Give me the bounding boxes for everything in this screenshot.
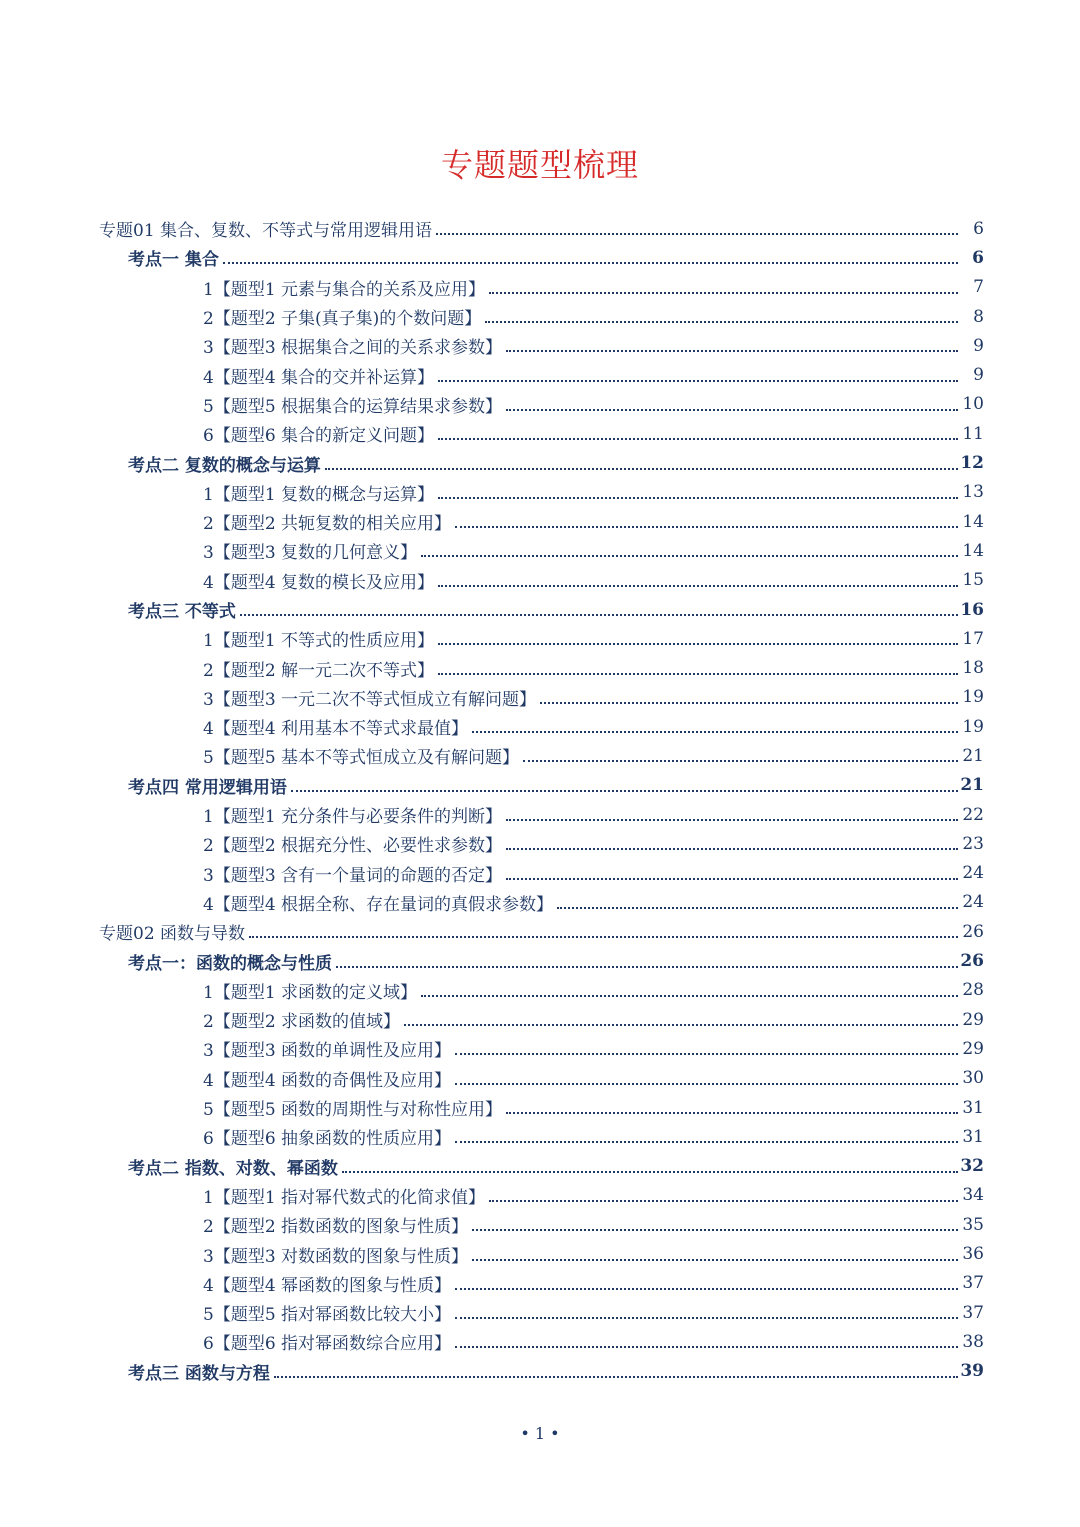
dot-leader bbox=[506, 818, 958, 821]
toc-entry-page-number: 22 bbox=[962, 804, 984, 825]
dot-leader bbox=[472, 1228, 958, 1231]
dot-leader bbox=[455, 1287, 958, 1290]
toc-entry-type[interactable] bbox=[0, 566, 1080, 595]
dot-leader bbox=[274, 1375, 958, 1378]
toc-entry-label: 4【题型4 利用基本不等式求最值】 bbox=[203, 719, 469, 740]
toc-entry-type[interactable] bbox=[0, 1298, 1080, 1327]
dot-leader bbox=[342, 1170, 958, 1173]
toc-entry-page-number: 32 bbox=[960, 1156, 984, 1177]
dot-leader bbox=[336, 965, 958, 968]
toc-entry-label: 专题02 函数与导数 bbox=[99, 924, 246, 945]
toc-entry-type[interactable] bbox=[0, 360, 1080, 389]
toc-entry-page-number: 6 bbox=[973, 218, 984, 239]
dot-leader bbox=[421, 554, 958, 557]
dot-leader bbox=[291, 789, 958, 792]
toc-entry-point[interactable] bbox=[0, 595, 1080, 624]
toc-entry-page-number: 8 bbox=[973, 306, 984, 327]
toc-entry-label: 3【题型3 复数的几何意义】 bbox=[203, 543, 418, 564]
dot-leader bbox=[489, 1199, 958, 1202]
toc-entry-page-number: 19 bbox=[962, 716, 984, 737]
toc-entry-page-number: 28 bbox=[962, 980, 984, 1001]
dot-leader bbox=[557, 906, 958, 909]
toc-entry-page-number: 35 bbox=[962, 1214, 984, 1235]
toc-entry-type[interactable] bbox=[0, 1269, 1080, 1298]
toc-entry-label: 1【题型1 指对幂代数式的化简求值】 bbox=[203, 1187, 486, 1208]
dot-leader bbox=[438, 437, 958, 440]
toc-entry-type[interactable] bbox=[0, 1181, 1080, 1210]
toc-entry-page-number: 12 bbox=[960, 453, 984, 474]
dot-leader bbox=[455, 1345, 958, 1348]
toc-entry-type[interactable] bbox=[0, 1210, 1080, 1239]
toc-entry-type[interactable] bbox=[0, 712, 1080, 741]
dot-leader bbox=[249, 935, 958, 938]
toc-entry-label: 3【题型3 含有一个量词的命题的否定】 bbox=[203, 865, 503, 886]
toc-entry-type[interactable] bbox=[0, 478, 1080, 507]
toc-entry-label: 3【题型3 一元二次不等式恒成立有解问题】 bbox=[203, 689, 537, 710]
page-title: 专题题型梳理 bbox=[440, 146, 639, 184]
toc-entry-label: 考点四 常用逻辑用语 bbox=[128, 777, 287, 798]
dot-leader bbox=[472, 1258, 958, 1261]
toc-entry-label: 1【题型1 不等式的性质应用】 bbox=[203, 631, 435, 652]
dot-leader bbox=[540, 701, 958, 704]
toc-entry-type[interactable] bbox=[0, 1093, 1080, 1122]
toc-entry-page-number: 24 bbox=[962, 892, 984, 913]
toc-entry-label: 2【题型2 解一元二次不等式】 bbox=[203, 660, 435, 681]
dot-leader bbox=[436, 232, 958, 235]
toc-entry-page-number: 38 bbox=[962, 1331, 984, 1352]
dot-leader bbox=[455, 1052, 958, 1055]
toc-entry-page-number: 37 bbox=[962, 1273, 984, 1294]
toc-entry-page-number: 36 bbox=[962, 1244, 984, 1265]
toc-entry-page-number: 14 bbox=[962, 511, 984, 532]
toc-entry-point[interactable] bbox=[0, 243, 1080, 272]
toc-entry-page-number: 6 bbox=[972, 247, 984, 268]
toc-entry-point[interactable] bbox=[0, 1152, 1080, 1181]
dot-leader bbox=[506, 408, 958, 411]
toc-entry-topic[interactable] bbox=[0, 214, 1080, 243]
toc-entry-label: 2【题型2 根据充分性、必要性求参数】 bbox=[203, 836, 503, 857]
toc-entry-label: 考点一：函数的概念与性质 bbox=[128, 953, 332, 974]
toc-entry-label: 1【题型1 元素与集合的关系及应用】 bbox=[203, 279, 486, 300]
toc-entry-label: 专题01 集合、复数、不等式与常用逻辑用语 bbox=[99, 221, 433, 242]
toc-entry-type[interactable] bbox=[0, 741, 1080, 770]
toc-entry-label: 2【题型2 求函数的值域】 bbox=[203, 1012, 401, 1033]
toc-entry-page-number: 29 bbox=[962, 1038, 984, 1059]
toc-entry-page-number: 9 bbox=[973, 365, 984, 386]
toc-entry-page-number: 31 bbox=[962, 1126, 984, 1147]
toc-entry-page-number: 10 bbox=[962, 394, 984, 415]
toc-entry-type[interactable] bbox=[0, 302, 1080, 331]
dot-leader bbox=[240, 613, 958, 616]
dot-leader bbox=[506, 847, 958, 850]
toc-entry-page-number: 16 bbox=[960, 599, 984, 620]
toc-entry-page-number: 37 bbox=[962, 1302, 984, 1323]
dot-leader bbox=[506, 1111, 958, 1114]
toc-entry-page-number: 13 bbox=[962, 482, 984, 503]
toc-entry-point[interactable] bbox=[0, 946, 1080, 975]
dot-leader bbox=[438, 672, 958, 675]
toc-entry-page-number: 9 bbox=[973, 335, 984, 356]
toc-entry-page-number: 29 bbox=[962, 1009, 984, 1030]
toc-entry-label: 6【题型6 集合的新定义问题】 bbox=[203, 426, 435, 447]
toc-entry-type[interactable] bbox=[0, 1327, 1080, 1356]
toc-entry-page-number: 31 bbox=[962, 1097, 984, 1118]
toc-entry-type[interactable] bbox=[0, 1005, 1080, 1034]
dot-leader bbox=[438, 379, 958, 382]
dot-leader bbox=[438, 642, 958, 645]
toc-entry-label: 5【题型5 根据集合的运算结果求参数】 bbox=[203, 396, 503, 417]
toc-entry-page-number: 7 bbox=[973, 277, 984, 298]
toc-entry-page-number: 26 bbox=[962, 921, 984, 942]
table-of-contents bbox=[0, 214, 1080, 1386]
toc-entry-label: 2【题型2 指数函数的图象与性质】 bbox=[203, 1217, 469, 1238]
toc-entry-label: 3【题型3 根据集合之间的关系求参数】 bbox=[203, 338, 503, 359]
toc-entry-label: 2【题型2 共轭复数的相关应用】 bbox=[203, 514, 452, 535]
page-number: • 1 • bbox=[520, 1424, 560, 1443]
dot-leader bbox=[223, 261, 958, 264]
dot-leader bbox=[455, 1140, 958, 1143]
toc-entry-label: 考点二 指数、对数、幂函数 bbox=[128, 1158, 338, 1179]
toc-entry-type[interactable] bbox=[0, 888, 1080, 917]
toc-entry-type[interactable] bbox=[0, 1122, 1080, 1151]
toc-entry-page-number: 23 bbox=[962, 833, 984, 854]
dot-leader bbox=[485, 320, 958, 323]
toc-entry-page-number: 18 bbox=[962, 658, 984, 679]
toc-entry-page-number: 39 bbox=[960, 1361, 984, 1382]
dot-leader bbox=[472, 730, 958, 733]
toc-entry-type[interactable] bbox=[0, 419, 1080, 448]
toc-entry-page-number: 21 bbox=[962, 745, 984, 766]
toc-entry-label: 4【题型4 根据全称、存在量词的真假求参数】 bbox=[203, 894, 554, 915]
toc-entry-type[interactable] bbox=[0, 800, 1080, 829]
toc-entry-label: 4【题型4 函数的奇偶性及应用】 bbox=[203, 1070, 452, 1091]
toc-entry-label: 6【题型6 指对幂函数综合应用】 bbox=[203, 1334, 452, 1355]
toc-entry-label: 考点三 不等式 bbox=[128, 602, 236, 622]
toc-entry-type[interactable] bbox=[0, 829, 1080, 858]
toc-entry-type[interactable] bbox=[0, 976, 1080, 1005]
dot-leader bbox=[325, 467, 958, 470]
toc-entry-point[interactable] bbox=[0, 1357, 1080, 1386]
toc-entry-type[interactable] bbox=[0, 1034, 1080, 1063]
dot-leader bbox=[455, 1082, 958, 1085]
toc-entry-label: 考点二 复数的概念与运算 bbox=[128, 455, 321, 476]
toc-entry-type[interactable] bbox=[0, 859, 1080, 888]
toc-entry-page-number: 21 bbox=[960, 775, 984, 796]
dot-leader bbox=[421, 994, 958, 997]
toc-entry-page-number: 11 bbox=[962, 423, 984, 444]
toc-entry-type[interactable] bbox=[0, 536, 1080, 565]
toc-entry-page-number: 17 bbox=[962, 628, 984, 649]
dot-leader bbox=[489, 291, 958, 294]
toc-entry-label: 3【题型3 函数的单调性及应用】 bbox=[203, 1041, 452, 1062]
toc-entry-page-number: 14 bbox=[962, 540, 984, 561]
toc-entry-label: 4【题型4 幂函数的图象与性质】 bbox=[203, 1275, 452, 1296]
dot-leader bbox=[404, 1023, 958, 1026]
toc-entry-label: 2【题型2 子集(真子集)的个数问题】 bbox=[203, 309, 482, 330]
dot-leader bbox=[438, 496, 958, 499]
toc-entry-point[interactable] bbox=[0, 771, 1080, 800]
toc-entry-label: 4【题型4 复数的模长及应用】 bbox=[203, 572, 435, 593]
toc-entry-type[interactable] bbox=[0, 273, 1080, 302]
toc-entry-label: 1【题型1 求函数的定义域】 bbox=[203, 982, 418, 1003]
toc-entry-page-number: 24 bbox=[962, 863, 984, 884]
toc-entry-type[interactable] bbox=[0, 331, 1080, 360]
toc-entry-label: 5【题型5 指对幂函数比较大小】 bbox=[203, 1305, 452, 1326]
toc-entry-label: 1【题型1 复数的概念与运算】 bbox=[203, 484, 435, 505]
toc-entry-label: 6【题型6 抽象函数的性质应用】 bbox=[203, 1129, 452, 1150]
toc-entry-page-number: 34 bbox=[962, 1185, 984, 1206]
dot-leader bbox=[455, 525, 958, 528]
toc-entry-label: 5【题型5 函数的周期性与对称性应用】 bbox=[203, 1100, 503, 1121]
toc-entry-type[interactable] bbox=[0, 653, 1080, 682]
toc-entry-topic[interactable] bbox=[0, 917, 1080, 946]
toc-entry-label: 1【题型1 充分条件与必要条件的判断】 bbox=[203, 807, 503, 828]
toc-entry-type[interactable] bbox=[0, 507, 1080, 536]
dot-leader bbox=[506, 877, 958, 880]
toc-entry-label: 考点一 集合 bbox=[128, 250, 219, 271]
toc-entry-label: 5【题型5 基本不等式恒成立及有解问题】 bbox=[203, 748, 520, 769]
dot-leader bbox=[523, 759, 958, 762]
toc-entry-label: 考点三 函数与方程 bbox=[128, 1363, 270, 1384]
toc-entry-page-number: 19 bbox=[962, 687, 984, 708]
toc-entry-type[interactable] bbox=[0, 1239, 1080, 1268]
toc-entry-type[interactable] bbox=[0, 390, 1080, 419]
toc-entry-type[interactable] bbox=[0, 683, 1080, 712]
toc-entry-point[interactable] bbox=[0, 448, 1080, 477]
toc-entry-type[interactable] bbox=[0, 1064, 1080, 1093]
toc-entry-page-number: 15 bbox=[962, 570, 984, 591]
toc-entry-label: 3【题型3 对数函数的图象与性质】 bbox=[203, 1246, 469, 1267]
toc-entry-page-number: 26 bbox=[960, 951, 984, 972]
dot-leader bbox=[455, 1316, 958, 1319]
toc-entry-label: 4【题型4 集合的交并补运算】 bbox=[203, 367, 435, 388]
dot-leader bbox=[438, 584, 958, 587]
toc-entry-page-number: 30 bbox=[962, 1068, 984, 1089]
toc-entry-type[interactable] bbox=[0, 624, 1080, 653]
dot-leader bbox=[506, 349, 958, 352]
